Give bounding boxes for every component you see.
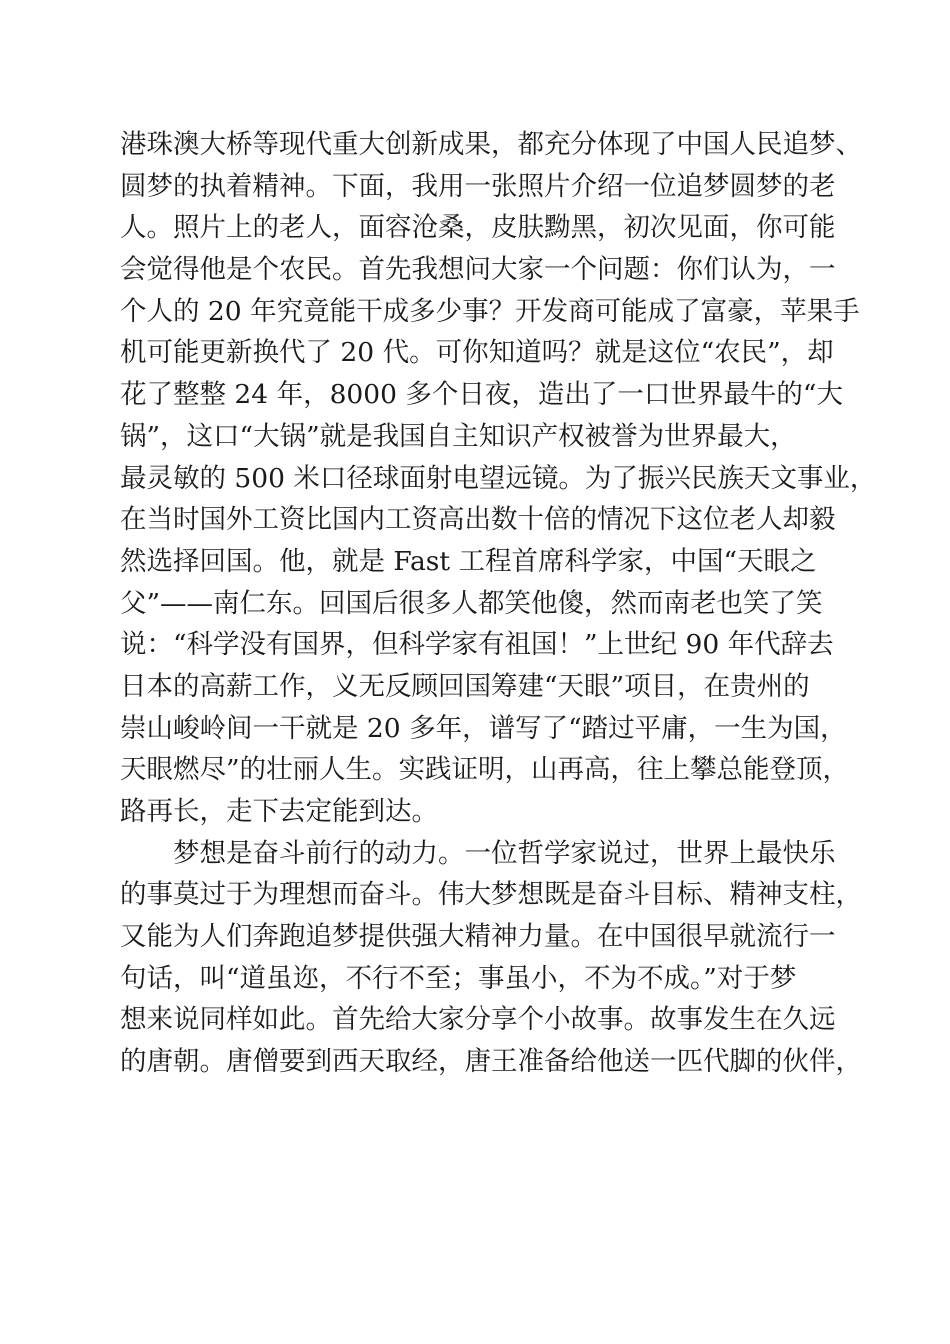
text-line: 机可能更新换代了 20 代。可你知道吗？就是这位“农民”，却 [120, 337, 834, 369]
text-line: 在当时国外工资比国内工资高出数十倍的情况下这位老人却毅 [120, 504, 836, 536]
text-line: 的唐朝。唐僧要到西天取经，唐王准备给他送一匹代脚的伙伴， [120, 1046, 862, 1078]
text-line: 个人的 20 年究竟能干成多少事？开发商可能成了富豪，苹果手 [120, 295, 860, 327]
text-line: 然选择回国。他，就是 Fast 工程首席科学家，中国“天眼之 [120, 545, 817, 577]
body-text [120, 124, 877, 1083]
text-line: 会觉得他是个农民。首先我想问大家一个问题：你们认为，一 [120, 254, 836, 286]
text-line: 最灵敏的 500 米口径球面射电望远镜。为了振兴民族天文事业， [120, 462, 877, 494]
text-line: 又能为人们奔跑追梦提供强大精神力量。在中国很早就流行一 [120, 921, 836, 953]
text-line: 说：“科学没有国界，但科学家有祖国！”上世纪 90 年代辞去 [120, 629, 834, 661]
text-line: 日本的高薪工作，义无反顾回国筹建“天眼”项目，在贵州的 [120, 670, 810, 702]
text-line: 崇山峻岭间一干就是 20 多年，谱写了“踏过平庸，一生为国， [120, 712, 847, 744]
text-line: 人。照片上的老人，面容沧桑，皮肤黝黑，初次见面，你可能 [120, 212, 836, 244]
text-line: 圆梦的执着精神。下面，我用一张照片介绍一位追梦圆梦的老 [120, 170, 836, 202]
text-line: 路再长，走下去定能到达。 [120, 796, 438, 827]
text-line: 梦想是奋斗前行的动力。一位哲学家说过，世界上最快乐 [120, 837, 836, 869]
text-line: 锅”，这口“大锅”就是我国自主知识产权被誉为世界最大， [120, 420, 797, 452]
text-line: 句话，叫“道虽迩，不行不至；事虽小，不为不成。”对于梦 [120, 962, 797, 994]
text-line: 的事莫过于为理想而奋斗。伟大梦想既是奋斗目标、精神支柱， [120, 879, 862, 911]
text-line: 父”——南仁东。回国后很多人都笑他傻，然而南老也笑了笑 [120, 587, 823, 619]
text-line: 天眼燃尽”的壮丽人生。实践证明，山再高，往上攀总能登顶， [120, 754, 850, 786]
text-line: 花了整整 24 年，8000 多个日夜，造出了一口世界最牛的“大 [120, 379, 843, 411]
text-line: 港珠澳大桥等现代重大创新成果，都充分体现了中国人民追梦、 [120, 129, 862, 160]
text-line: 想来说同样如此。首先给大家分享个小故事。故事发生在久远 [120, 1004, 836, 1036]
